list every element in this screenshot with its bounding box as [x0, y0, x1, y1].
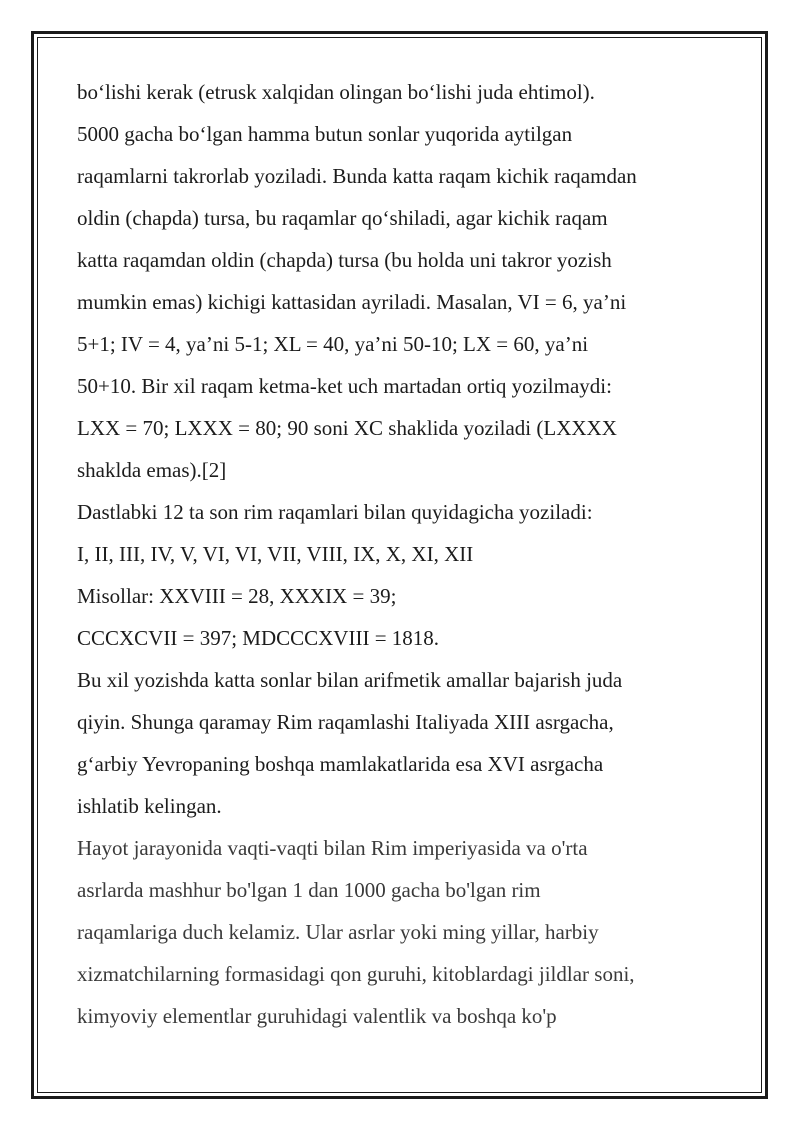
- text-line: bo‘lishi kerak (etrusk xalqidan olingan bo‘lishi juda ehtimol).: [77, 80, 595, 104]
- text-line: Dastlabki 12 ta son rim raqamlari bilan quyidagicha yoziladi:: [77, 500, 593, 524]
- text-line: Bu xil yozishda katta sonlar bilan arifmetik amallar bajarish juda: [77, 668, 623, 692]
- text-line: LXX = 70; LXXX = 80; 90 soni XC shaklida yoziladi (LXXXX: [77, 416, 617, 440]
- text-line: kimyoviy elementlar guruhidagi valentlik va boshqa ko'p: [77, 1004, 557, 1028]
- text-line: oldin (chapda) tursa, bu raqamlar qo‘shiladi, agar kichik raqam: [77, 206, 608, 230]
- text-line: g‘arbiy Yevropaning boshqa mamlakatlarida esa XVI asrgacha: [77, 752, 604, 776]
- text-line: I, II, III, IV, V, VI, VI, VII, VIII, IX, X, XI, XII: [77, 542, 474, 566]
- text-line: raqamlariga duch kelamiz. Ular asrlar yoki ming yillar, harbiy: [77, 920, 599, 944]
- text-line: 5000 gacha bo‘lgan hamma butun sonlar yuqorida aytilgan: [77, 122, 573, 146]
- text-line: Hayot jarayonida vaqti-vaqti bilan Rim imperiyasida va o'rta: [77, 836, 588, 860]
- text-line: mumkin emas) kichigi kattasidan ayriladi. Masalan, VI = 6, ya’ni: [77, 290, 627, 314]
- document-body: [77, 71, 737, 1037]
- text-line: Misollar: XXVIII = 28, XXXIX = 39;: [77, 584, 397, 608]
- text-line: shakldа emas).[2]: [77, 458, 227, 482]
- text-line: katta raqamdan oldin (chapda) tursa (bu holda uni takror yozish: [77, 248, 612, 272]
- text-line: asrlarda mashhur bo'lgan 1 dan 1000 gacha bo'lgan rim: [77, 878, 541, 902]
- text-line: xizmatchilarning formasidagi qon guruhi, kitoblardagi jildlar soni,: [77, 962, 635, 986]
- text-line: 5+1; IV = 4, ya’ni 5-1; XL = 40, ya’ni 50-10; LX = 60, ya’ni: [77, 332, 589, 356]
- text-line: raqamlarni takrorlab yoziladi. Bunda katta raqam kichik raqamdan: [77, 164, 637, 188]
- text-line: CCCXCVII = 397; MDCCCXVIII = 1818.: [77, 626, 440, 650]
- text-line: 50+10. Bir xil raqam ketma-ket uch martadan ortiq yozilmaydi:: [77, 374, 612, 398]
- text-line: ishlatib kelingan.: [77, 794, 222, 818]
- text-line: qiyin. Shunga qaramay Rim raqamlashi Italiyada XIII asrgacha,: [77, 710, 614, 734]
